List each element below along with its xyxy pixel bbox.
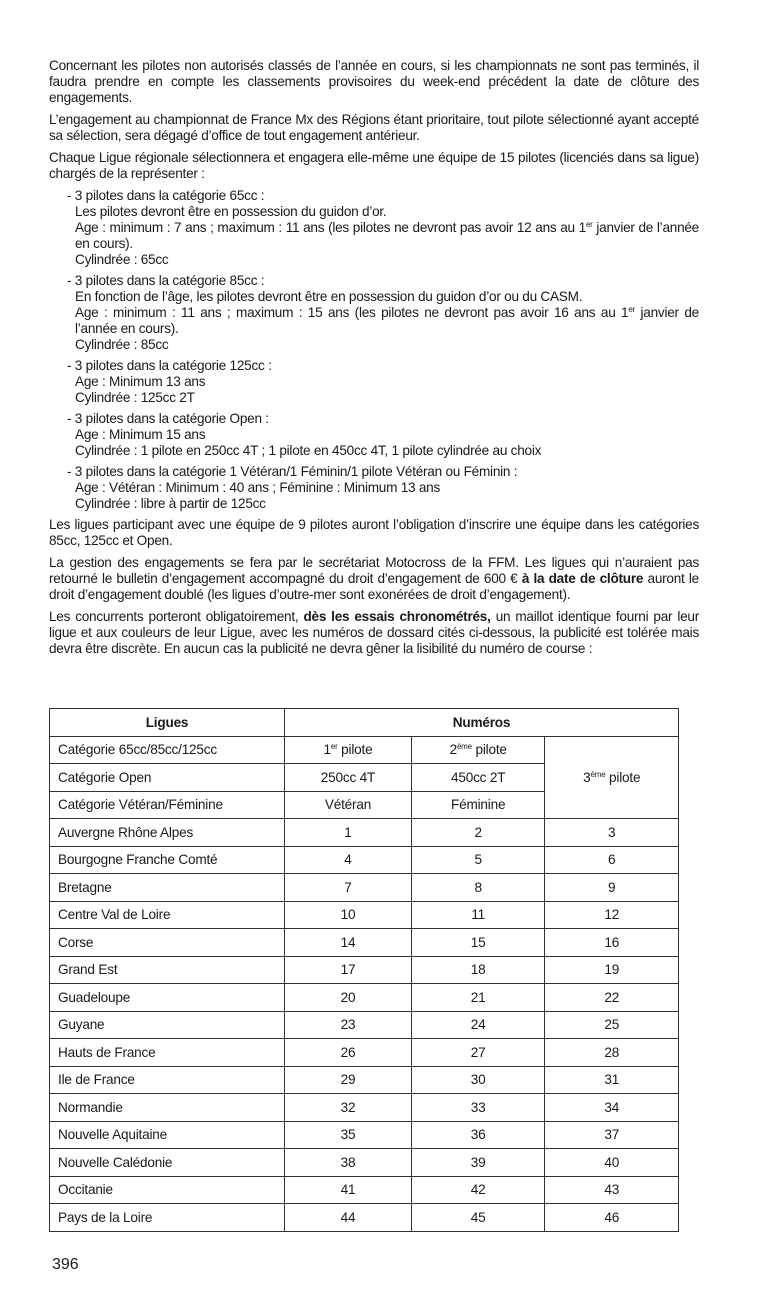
number-pilot-2: 11 [411, 901, 545, 929]
number-pilot-1: 38 [285, 1149, 412, 1177]
table-row [50, 956, 679, 984]
table-row [50, 1149, 679, 1177]
number-pilot-3: 25 [545, 1011, 679, 1039]
category-line: Les pilotes devront être en possession du guidon d’or. [75, 204, 387, 219]
ligue-name: Ile de France [50, 1066, 285, 1094]
table-row-cat1 [50, 736, 679, 764]
vet-pilot-2: Féminine [411, 791, 545, 819]
category-85cc [67, 273, 699, 353]
category-65cc [67, 188, 699, 268]
table-row [50, 984, 679, 1012]
ligue-name: Hauts de France [50, 1039, 285, 1067]
number-pilot-3: 28 [545, 1039, 679, 1067]
number-pilot-3: 16 [545, 929, 679, 957]
page-number: 396 [52, 1256, 79, 1273]
table-row [50, 1204, 679, 1232]
number-pilot-2: 36 [411, 1121, 545, 1149]
number-pilot-2: 42 [411, 1176, 545, 1204]
category-head: - 3 pilotes dans la catégorie 1 Vétéran/1 Féminin/1 pilote Vétéran ou Féminin : [67, 464, 518, 479]
ligue-name: Grand Est [50, 956, 285, 984]
number-pilot-2: 45 [411, 1204, 545, 1232]
header-numeros: Numéros [285, 709, 679, 737]
category-line: En fonction de l’âge, les pilotes devront être en possession du guidon d’or ou du CASM. [75, 289, 583, 304]
ligue-name: Pays de la Loire [50, 1204, 285, 1232]
category-head: - 3 pilotes dans la catégorie 65cc : [67, 188, 265, 203]
number-pilot-2: 39 [411, 1149, 545, 1177]
paragraph-equipe-ligue: Chaque Ligue régionale sélectionnera et engagera elle-même une équipe de 15 pilotes (licenciés dans sa ligue) chargés de la représenter : [49, 150, 699, 181]
ligue-name: Guadeloupe [50, 984, 285, 1012]
ligue-name: Bourgogne Franche Comté [50, 846, 285, 874]
number-pilot-3: 9 [545, 874, 679, 902]
category-cylindree: Cylindrée : 85cc [75, 337, 169, 352]
table-row [50, 901, 679, 929]
category-age: Age : Vétéran : Minimum : 40 ans ; Féminine : Minimum 13 ans [75, 480, 441, 495]
number-pilot-1: 17 [285, 956, 412, 984]
open-pilot-2: 450cc 2T [411, 764, 545, 792]
number-pilot-3: 34 [545, 1094, 679, 1122]
numeros-table [49, 708, 679, 1232]
number-pilot-2: 30 [411, 1066, 545, 1094]
number-pilot-3: 43 [545, 1176, 679, 1204]
ligue-name: Centre Val de Loire [50, 901, 285, 929]
table-row [50, 1011, 679, 1039]
category-head: - 3 pilotes dans la catégorie 125cc : [67, 358, 272, 373]
pilot-1-header: 1er pilote [285, 736, 412, 764]
ligue-name: Corse [50, 929, 285, 957]
number-pilot-3: 31 [545, 1066, 679, 1094]
number-pilot-1: 26 [285, 1039, 412, 1067]
category-open [67, 411, 699, 459]
number-pilot-3: 40 [545, 1149, 679, 1177]
number-pilot-3: 3 [545, 819, 679, 847]
number-pilot-1: 44 [285, 1204, 412, 1232]
vet-pilot-1: Vétéran [285, 791, 412, 819]
category-125cc [67, 358, 699, 406]
category-age: Age : minimum : 11 ans ; maximum : 15 ans (les pilotes ne devront pas avoir 16 ans au 1er janvier de l’année en cours). [75, 305, 699, 336]
category-cylindree: Cylindrée : 125cc 2T [75, 390, 195, 405]
table-row [50, 1121, 679, 1149]
table-row [50, 819, 679, 847]
number-pilot-1: 1 [285, 819, 412, 847]
ligue-name: Nouvelle Calédonie [50, 1149, 285, 1177]
number-pilot-3: 19 [545, 956, 679, 984]
category-cylindree: Cylindrée : 1 pilote en 250cc 4T ; 1 pilote en 450cc 4T, 1 pilote cylindrée au choix [75, 443, 542, 458]
number-pilot-3: 12 [545, 901, 679, 929]
number-pilot-1: 10 [285, 901, 412, 929]
category-head: - 3 pilotes dans la catégorie 85cc : [67, 273, 265, 288]
ligue-name: Occitanie [50, 1176, 285, 1204]
number-pilot-2: 5 [411, 846, 545, 874]
number-pilot-1: 20 [285, 984, 412, 1012]
category-cylindree: Cylindrée : 65cc [75, 252, 169, 267]
number-pilot-3: 22 [545, 984, 679, 1012]
number-pilot-2: 2 [411, 819, 545, 847]
table-row [50, 1176, 679, 1204]
pilot-2-header: 2ème pilote [411, 736, 545, 764]
number-pilot-1: 7 [285, 874, 412, 902]
table-header-row [50, 709, 679, 737]
number-pilot-1: 23 [285, 1011, 412, 1039]
number-pilot-3: 37 [545, 1121, 679, 1149]
header-ligues: Ligues [50, 709, 285, 737]
number-pilot-2: 24 [411, 1011, 545, 1039]
number-pilot-1: 4 [285, 846, 412, 874]
number-pilot-1: 29 [285, 1066, 412, 1094]
number-pilot-2: 15 [411, 929, 545, 957]
pilot-3-header: 3ème pilote [545, 736, 679, 819]
table-row [50, 1094, 679, 1122]
open-pilot-1: 250cc 4T [285, 764, 412, 792]
category-label: Catégorie Vétéran/Féminine [50, 791, 285, 819]
number-pilot-2: 27 [411, 1039, 545, 1067]
document-body [49, 58, 699, 663]
paragraph-pilotes-non-autorises: Concernant les pilotes non autorisés classés de l’année en cours, si les championnats ne sont pas terminés, il faudra prendre en compte les classements provisoires du week-end précédent la date de clôture des engagements. [49, 58, 699, 105]
ligue-name: Bretagne [50, 874, 285, 902]
number-pilot-1: 14 [285, 929, 412, 957]
paragraph-maillot: Les concurrents porteront obligatoirement, dès les essais chronométrés, un maillot identique fourni par leur ligue et aux couleurs de leur Ligue, avec les numéros de dossard cités ci-dessous, la publicité est tolérée mais devra être discrète. En aucun cas la publicité ne devra gêner la lisibilité du numéro de course : [49, 609, 700, 656]
number-pilot-1: 32 [285, 1094, 412, 1122]
category-head: - 3 pilotes dans la catégorie Open : [67, 411, 269, 426]
number-pilot-2: 33 [411, 1094, 545, 1122]
table-row [50, 929, 679, 957]
table-row [50, 1039, 679, 1067]
table-row [50, 846, 679, 874]
category-label: Catégorie Open [50, 764, 285, 792]
ligue-name: Normandie [50, 1094, 285, 1122]
table-row [50, 1066, 679, 1094]
category-cylindree: Cylindrée : libre à partir de 125cc [75, 496, 266, 511]
paragraph-gestion-engagements: La gestion des engagements se fera par le secrétariat Motocross de la FFM. Les ligues qui n’auraient pas retourné le bulletin d’engagement accompagné du droit d’engagement de 600 € à la date de clôture auront le droit d’engagement doublé (les ligues d’outre-mer sont exonérées de droit d’engagement). [49, 555, 699, 602]
ligue-name: Nouvelle Aquitaine [50, 1121, 285, 1149]
number-pilot-3: 46 [545, 1204, 679, 1232]
number-pilot-2: 21 [411, 984, 545, 1012]
category-label: Catégorie 65cc/85cc/125cc [50, 736, 285, 764]
ligue-name: Guyane [50, 1011, 285, 1039]
number-pilot-2: 8 [411, 874, 545, 902]
ligue-name: Auvergne Rhône Alpes [50, 819, 285, 847]
number-pilot-3: 6 [545, 846, 679, 874]
number-pilot-1: 35 [285, 1121, 412, 1149]
category-age: Age : minimum : 7 ans ; maximum : 11 ans (les pilotes ne devront pas avoir 12 ans au 1er janvier de l’année en cours). [75, 220, 699, 251]
paragraph-engagement-prioritaire: L’engagement au championnat de France Mx des Régions étant prioritaire, tout pilote sélectionné ayant accepté sa sélection, sera dégagé d’office de tout engagement antérieur. [49, 112, 699, 143]
number-pilot-1: 41 [285, 1176, 412, 1204]
table-row [50, 874, 679, 902]
paragraph-equipe-9-pilotes: Les ligues participant avec une équipe de 9 pilotes auront l’obligation d’inscrire une équipe dans les catégories 85cc, 125cc et Open. [49, 517, 699, 548]
category-age: Age : Minimum 13 ans [75, 374, 206, 389]
category-age: Age : Minimum 15 ans [75, 427, 206, 442]
number-pilot-2: 18 [411, 956, 545, 984]
category-veteran-feminin [67, 464, 699, 512]
